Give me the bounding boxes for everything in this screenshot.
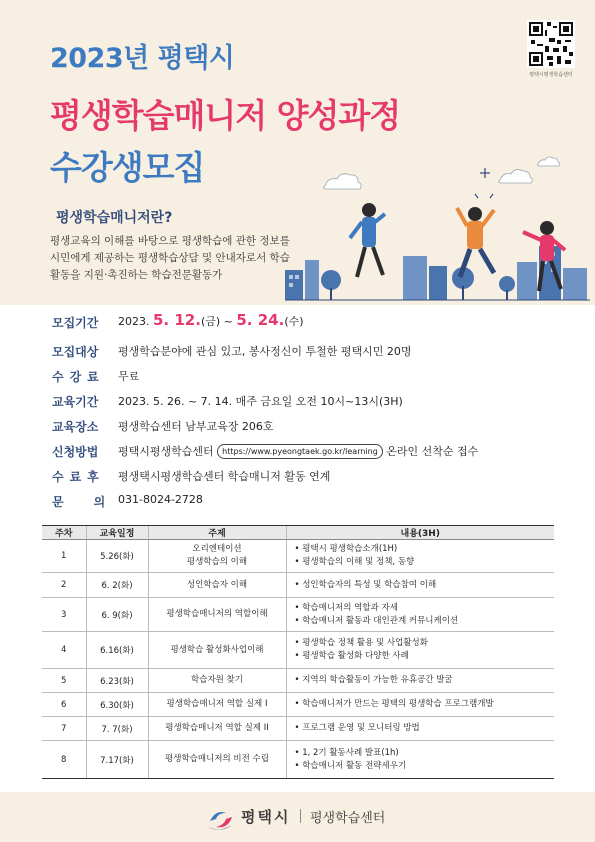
date-cell: 6.23(화)	[86, 669, 148, 693]
info-value: 031-8024-2728	[118, 493, 203, 506]
apply-suffix: 온라인 선착순 접수	[382, 445, 479, 458]
week-cell: 3	[42, 598, 86, 632]
topic-cell	[148, 598, 286, 632]
period-end-day: (수)	[284, 315, 304, 328]
content-cell	[286, 540, 554, 573]
column-header-content: 내용(3H)	[286, 526, 554, 540]
topic-cell	[148, 717, 286, 741]
table-row	[42, 632, 554, 669]
table-row	[42, 540, 554, 573]
qr-code-icon	[527, 20, 575, 68]
topic-line: 오리엔테이션	[192, 544, 242, 554]
topic-line: 학습자원 찾기	[191, 675, 243, 685]
topic-cell	[148, 573, 286, 598]
topic-line: 평생학습의 이해	[186, 557, 248, 567]
column-header-week: 주차	[42, 526, 86, 540]
topic-line: 평생학습매니저 역할 실제 I	[166, 699, 268, 709]
content-cell	[286, 741, 554, 779]
table-row	[42, 717, 554, 741]
topic-cell	[148, 741, 286, 779]
content-line: • 평생학습 활성화 다양한 사례	[294, 651, 409, 661]
content-cell	[286, 669, 554, 693]
title-year-city: 2023년 평택시	[50, 43, 235, 74]
info-key: 교육장소	[52, 420, 99, 434]
apply-url-link[interactable]: https://www.pyeongtaek.go.kr/learning	[217, 444, 383, 459]
info-key: 수료후	[52, 470, 105, 484]
period-start-date: 5. 12.	[153, 311, 201, 329]
about-line: 활동을 지원·촉진하는 학습전문활동가	[50, 269, 223, 281]
week-cell: 8	[42, 741, 86, 779]
date-cell: 6.30(화)	[86, 693, 148, 717]
info-key: 신청방법	[52, 445, 99, 459]
content-line: • 평생학습 정책 활용 및 사업활성화	[294, 638, 428, 648]
topic-line: 평생학습매니저의 비전 수립	[165, 754, 269, 764]
info-key: 모집기간	[52, 316, 99, 330]
pyeongtaek-logo-icon	[206, 807, 238, 831]
week-cell: 2	[42, 573, 86, 598]
period-tilde: ~	[220, 315, 237, 328]
date-cell: 7.17(화)	[86, 741, 148, 779]
schedule-table	[42, 525, 554, 779]
content-cell	[286, 693, 554, 717]
table-row	[42, 741, 554, 779]
info-key: 모집대상	[52, 345, 99, 359]
cloud-icon	[323, 157, 560, 189]
info-value: 평생학습분야에 관심 있고, 봉사정신이 투철한 평택시민 20명	[118, 345, 412, 358]
period-start-day: (금)	[200, 315, 221, 328]
about-description	[50, 233, 290, 284]
topic-cell	[148, 540, 286, 573]
week-cell: 1	[42, 540, 86, 573]
footer-divider	[300, 809, 301, 823]
info-key: 문의	[52, 495, 136, 509]
title-course-name: 평생학습매니저 양성과정	[50, 96, 401, 135]
column-header-date: 교육일정	[86, 526, 148, 540]
topic-line: 평생학습매니저의 역할이해	[166, 609, 268, 619]
date-cell: 6. 9(화)	[86, 598, 148, 632]
period-end-date: 5. 24.	[236, 311, 285, 329]
week-cell: 4	[42, 632, 86, 669]
info-key: 교육기간	[52, 395, 99, 409]
info-key: 수강료	[52, 370, 105, 384]
footer-center-name: 평생학습센터	[310, 811, 386, 826]
date-cell: 6. 2(화)	[86, 573, 148, 598]
people-walking-illustration	[285, 150, 590, 305]
topic-cell	[148, 632, 286, 669]
week-cell: 6	[42, 693, 86, 717]
info-value: 평생택시평생학습센터 학습매니저 활동 연계	[118, 470, 331, 483]
topic-cell	[148, 693, 286, 717]
table-row	[42, 693, 554, 717]
info-value	[118, 311, 304, 329]
topic-cell	[148, 669, 286, 693]
footer	[0, 792, 595, 842]
date-cell: 5.26(화)	[86, 540, 148, 573]
table-header-row	[42, 526, 554, 540]
person-walking-icon	[350, 203, 385, 277]
week-cell: 5	[42, 669, 86, 693]
content-line: • 평택시 평생학습소개(1H)	[294, 544, 398, 554]
footer-city-name: 평택시	[241, 808, 291, 826]
content-line: • 학습매니저가 만드는 평택의 평생학습 프로그램개발	[294, 699, 494, 709]
topic-line: 평생학습 활성화사업이해	[170, 644, 264, 655]
about-title: 평생학습매니저란?	[56, 210, 173, 226]
about-line: 평생교육의 이해를 바탕으로 평생학습에 관한 정보를	[50, 235, 290, 247]
column-header-topic: 주제	[148, 526, 286, 540]
topic-line: 성인학습자 이해	[186, 579, 248, 590]
content-line: • 지역의 학습활동이 가능한 유휴공간 발굴	[294, 675, 453, 685]
sparkle-icon	[475, 168, 493, 198]
content-line: • 1, 2기 활동사례 발표(1h)	[294, 747, 399, 758]
content-line: • 학습매니저의 역할과 자세	[294, 602, 398, 613]
info-value: 2023. 5. 26. ~ 7. 14. 매주 금요일 오전 10시~13시(3H)	[118, 395, 403, 408]
about-line: 시민에게 제공하는 평생학습상담 및 안내자로서 학습	[50, 252, 290, 264]
qr-caption: 평택시평생학습센터	[529, 72, 573, 78]
table-row	[42, 573, 554, 598]
date-cell: 6.16(화)	[86, 632, 148, 669]
content-cell	[286, 573, 554, 598]
person-cheering-icon	[457, 207, 494, 277]
table-row	[42, 669, 554, 693]
content-line: • 평생학습의 이해 및 정책, 동향	[294, 557, 415, 567]
period-year: 2023.	[118, 315, 150, 328]
content-cell	[286, 717, 554, 741]
content-line: • 성인학습자의 특성 및 학습참여 이해	[294, 579, 437, 590]
content-line: • 학습매니저 활동과 대인관계 커뮤니케이션	[294, 615, 459, 626]
title-recruitment: 수강생모집	[50, 148, 205, 187]
week-cell: 7	[42, 717, 86, 741]
topic-line: 평생학습매니저 역할 실제 II	[165, 723, 269, 733]
info-value: 평생학습센터 남부교육장 206호	[118, 420, 274, 433]
qr-code[interactable]	[527, 20, 575, 68]
content-cell	[286, 632, 554, 669]
info-value: 무료	[118, 370, 140, 383]
table-row	[42, 598, 554, 632]
info-value	[118, 443, 478, 459]
content-line: • 프로그램 운영 및 모니터링 방법	[294, 723, 420, 733]
content-cell	[286, 598, 554, 632]
date-cell: 7. 7(화)	[86, 717, 148, 741]
apply-prefix: 평택시평생학습센터	[118, 445, 218, 458]
content-line: • 학습매니저 활동 전략세우기	[294, 760, 407, 771]
